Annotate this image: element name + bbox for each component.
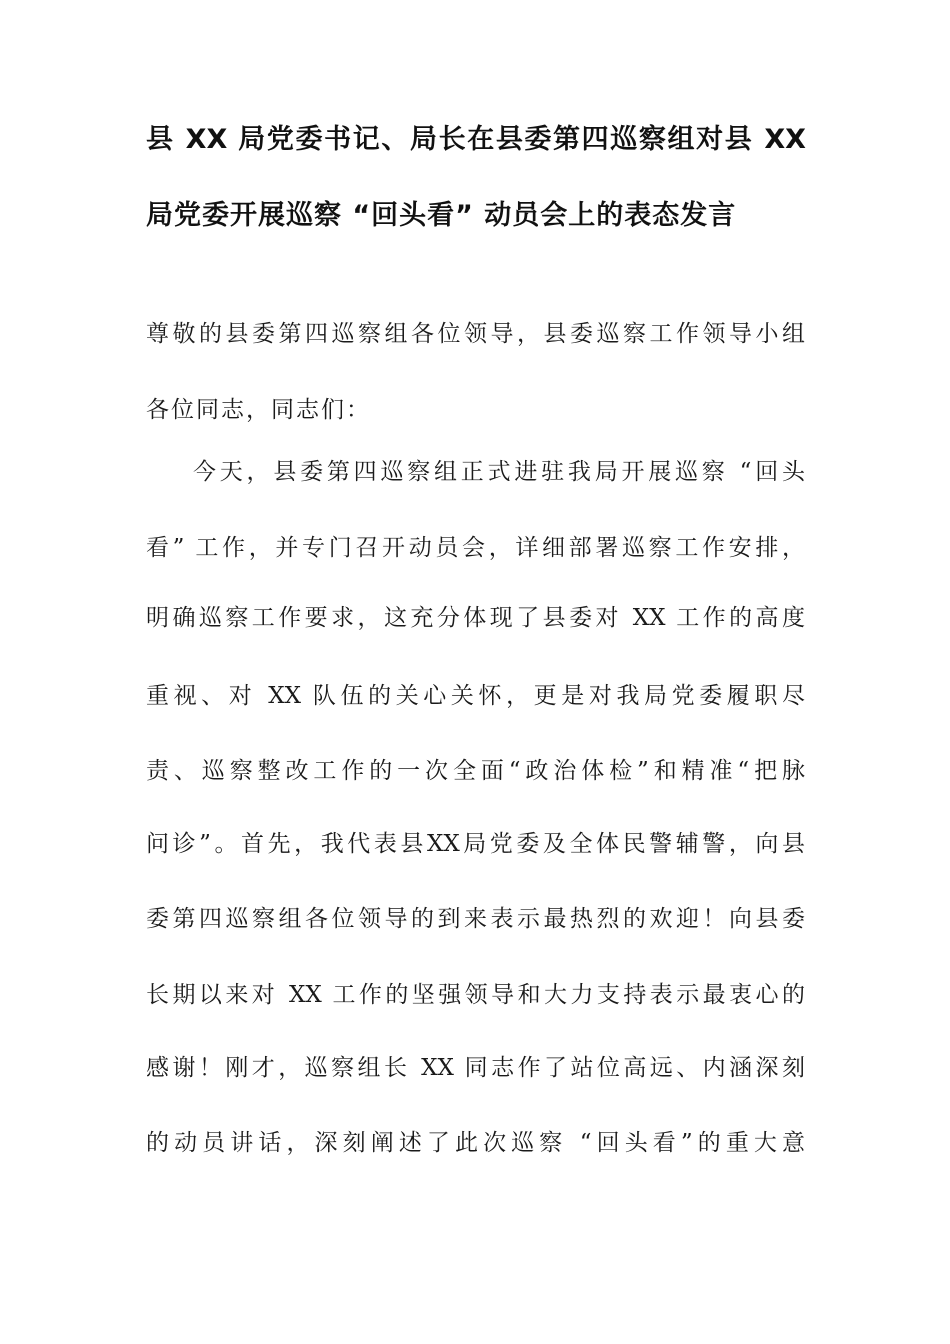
salutation-line-1: 尊敬的县委第四巡察组各位领导，县委巡察工作领导小组 bbox=[146, 321, 805, 347]
paragraph-line-10: 的动员讲话，深刻阐述了此次巡察 “回头看”的重大意 bbox=[146, 1130, 805, 1156]
document-title-line-1: 县 XX 局党委书记、局长在县委第四巡察组对县 XX bbox=[146, 124, 806, 155]
paragraph-line-1: 今天，县委第四巡察组正式进驻我局开展巡察 “回头 bbox=[193, 459, 805, 485]
paragraph-line-8: 长期以来对 XX 工作的坚强领导和大力支持表示最衷心的 bbox=[146, 982, 805, 1008]
paragraph-line-7: 委第四巡察组各位领导的到来表示最热烈的欢迎！向县委 bbox=[146, 906, 805, 932]
salutation-line-2: 各位同志，同志们： bbox=[146, 397, 371, 423]
paragraph-line-4: 重视、对 XX 队伍的关心关怀，更是对我局党委履职尽 bbox=[146, 683, 805, 709]
paragraph-line-5: 责、巡察整改工作的一次全面“政治体检”和精准“把脉 bbox=[146, 758, 805, 784]
paragraph-line-9: 感谢！刚才，巡察组长 XX 同志作了站位高远、内涵深刻 bbox=[146, 1055, 805, 1081]
paragraph-line-2: 看” 工作，并专门召开动员会，详细部署巡察工作安排， bbox=[146, 535, 805, 561]
document-title-line-2: 局党委开展巡察 “回头看” 动员会上的表态发言 bbox=[146, 200, 737, 231]
paragraph-line-3: 明确巡察工作要求，这充分体现了县委对 XX 工作的高度 bbox=[146, 605, 805, 631]
paragraph-line-6: 问诊”。首先，我代表县XX局党委及全体民警辅警，向县 bbox=[146, 831, 805, 857]
